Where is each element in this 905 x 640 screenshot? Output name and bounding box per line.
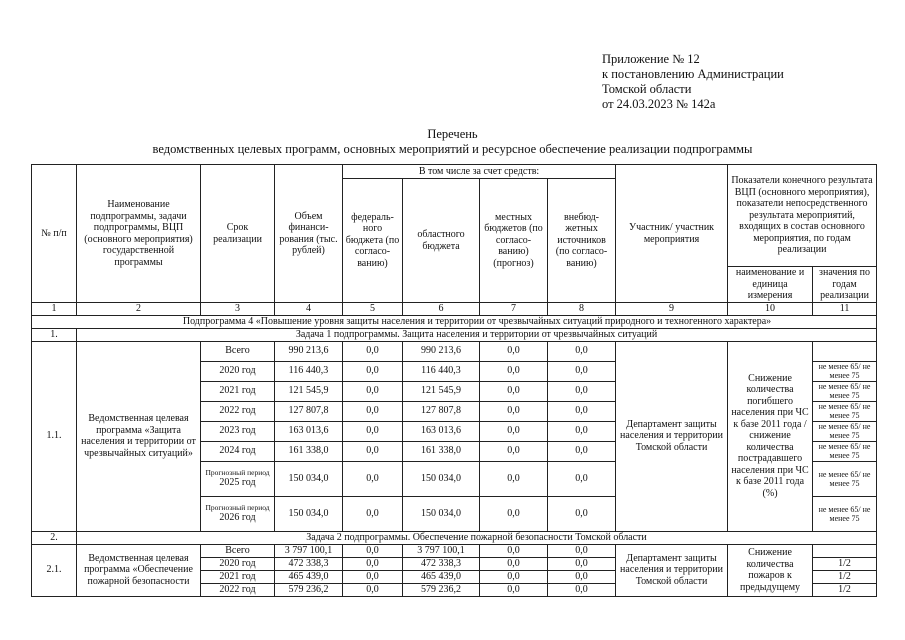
term-year: 2025 год: [219, 477, 256, 488]
indicator-value-cell: не менее 65/ не менее 75: [813, 421, 877, 441]
local-cell: 0,0: [480, 557, 548, 570]
col-number: 3: [201, 303, 275, 316]
program-name: Ведомственная целевая программа «Обеспечение пожарной безопасности: [77, 544, 201, 596]
term-cell: Всего: [201, 341, 275, 361]
indicator-value-cell: не менее 65/ не менее 75: [813, 401, 877, 421]
local-cell: 0,0: [480, 361, 548, 381]
volume-cell: 163 013,6: [275, 421, 343, 441]
indicator-value-cell: не менее 65/ не менее 75: [813, 496, 877, 531]
appendix-resolution: к постановлению Администрации: [602, 67, 784, 81]
regional-cell: 3 797 100,1: [403, 544, 480, 557]
col-header-extra: внебюд-жетных источников (по согласо-ванию): [548, 179, 616, 303]
federal-cell: 0,0: [343, 421, 403, 441]
regional-cell: 150 034,0: [403, 496, 480, 531]
volume-cell: 579 236,2: [275, 583, 343, 596]
local-cell: 0,0: [480, 421, 548, 441]
regional-cell: 127 807,8: [403, 401, 480, 421]
col-header-including: В том числе за счет средств:: [343, 165, 616, 179]
indicator-value-cell: 1/2: [813, 570, 877, 583]
extra-cell: 0,0: [548, 583, 616, 596]
col-header-volume: Объем финанси-рования (тыс. рублей): [275, 165, 343, 303]
extra-cell: 0,0: [548, 421, 616, 441]
term-cell: Всего: [201, 544, 275, 557]
forecast-period-label: Прогнозный период: [205, 467, 270, 477]
regional-cell: 121 545,9: [403, 381, 480, 401]
participant-cell: Департамент защиты населения и территории Томской области: [616, 544, 728, 596]
federal-cell: 0,0: [343, 496, 403, 531]
federal-cell: 0,0: [343, 361, 403, 381]
col-number: 8: [548, 303, 616, 316]
volume-cell: 121 545,9: [275, 381, 343, 401]
column-number-row: [32, 303, 877, 316]
extra-cell: 0,0: [548, 361, 616, 381]
regional-cell: 163 013,6: [403, 421, 480, 441]
forecast-period-label: Прогнозный период: [205, 502, 270, 512]
program-number: 1.1.: [32, 341, 77, 531]
indicator-value-cell: не менее 65/ не менее 75: [813, 461, 877, 496]
regional-cell: 161 338,0: [403, 441, 480, 461]
col-header-num: № п/п: [32, 165, 77, 303]
program-name: Ведомственная целевая программа «Защита населения и территории от чрезвычайных ситуаций»: [77, 341, 201, 531]
programs-table: [31, 164, 877, 597]
regional-cell: 150 034,0: [403, 461, 480, 496]
federal-cell: 0,0: [343, 441, 403, 461]
volume-cell: 116 440,3: [275, 361, 343, 381]
term-cell: 2022 год: [201, 583, 275, 596]
volume-cell: 150 034,0: [275, 496, 343, 531]
indicator-value-cell: не менее 65/ не менее 75: [813, 441, 877, 461]
indicator-name-cell: Снижение количества погибшего населения при ЧС к базе 2011 года / снижение количества пострадавшего населения при ЧС к базе 2011 года (%): [728, 341, 813, 531]
col-number: 10: [728, 303, 813, 316]
volume-cell: 465 439,0: [275, 570, 343, 583]
col-header-federal: федераль-ного бюджета (по согласо-ванию): [343, 179, 403, 303]
col-number: 6: [403, 303, 480, 316]
extra-cell: 0,0: [548, 441, 616, 461]
col-header-indicators: Показатели конечного результата ВЦП (основного мероприятия), показатели непосредственного результата мероприятий, входящих в состав основного мероприятия, по годам реализации: [728, 165, 877, 267]
subprogram-row: Подпрограмма 4 «Повышение уровня защиты населения и территории от чрезвычайных ситуаций природного и техногенного характера»: [32, 315, 877, 328]
appendix-region: Томской области: [602, 82, 692, 96]
extra-cell: 0,0: [548, 496, 616, 531]
local-cell: 0,0: [480, 401, 548, 421]
local-cell: 0,0: [480, 441, 548, 461]
regional-cell: 990 213,6: [403, 341, 480, 361]
term-cell: 2021 год: [201, 570, 275, 583]
extra-cell: 0,0: [548, 461, 616, 496]
local-cell: 0,0: [480, 570, 548, 583]
volume-cell: 127 807,8: [275, 401, 343, 421]
appendix-number: Приложение № 12: [602, 52, 700, 66]
document-title: Перечень: [427, 127, 478, 141]
indicator-value-cell: 1/2: [813, 557, 877, 570]
table-row: [32, 544, 877, 557]
indicator-value-cell: 1/2: [813, 583, 877, 596]
local-cell: 0,0: [480, 496, 548, 531]
federal-cell: 0,0: [343, 544, 403, 557]
volume-cell: 990 213,6: [275, 341, 343, 361]
local-cell: 0,0: [480, 341, 548, 361]
volume-cell: 150 034,0: [275, 461, 343, 496]
appendix-date: от 24.03.2023 № 142а: [602, 97, 716, 111]
document-subtitle: ведомственных целевых программ, основных мероприятий и ресурсное обеспечение реализации подпрограммы: [152, 142, 753, 156]
federal-cell: 0,0: [343, 570, 403, 583]
indicator-value-cell: не менее 65/ не менее 75: [813, 361, 877, 381]
regional-cell: 465 439,0: [403, 570, 480, 583]
col-number: 9: [616, 303, 728, 316]
indicator-value-cell: не менее 65/ не менее 75: [813, 381, 877, 401]
col-number: 1: [32, 303, 77, 316]
federal-cell: 0,0: [343, 461, 403, 496]
program-number: 2.1.: [32, 544, 77, 596]
col-header-participant: Участник/ участник мероприятия: [616, 165, 728, 303]
col-number: 5: [343, 303, 403, 316]
local-cell: 0,0: [480, 381, 548, 401]
indicator-value-cell: [813, 341, 877, 361]
col-number: 11: [813, 303, 877, 316]
extra-cell: 0,0: [548, 381, 616, 401]
col-header-indicator-values: значения по годам реализации: [813, 267, 877, 303]
term-cell: 2020 год: [201, 361, 275, 381]
col-number: 2: [77, 303, 201, 316]
term-cell: 2022 год: [201, 401, 275, 421]
extra-cell: 0,0: [548, 341, 616, 361]
term-cell: 2020 год: [201, 557, 275, 570]
regional-cell: 579 236,2: [403, 583, 480, 596]
term-year: 2026 год: [219, 512, 256, 523]
term-cell: 2023 год: [201, 421, 275, 441]
term-cell: 2021 год: [201, 381, 275, 401]
local-cell: 0,0: [480, 544, 548, 557]
col-header-regional: областного бюджета: [403, 179, 480, 303]
local-cell: 0,0: [480, 461, 548, 496]
table-row: [32, 341, 877, 361]
col-header-term: Срок реализации: [201, 165, 275, 303]
indicator-name-cell: Снижение количества пожаров к предыдущему: [728, 544, 813, 596]
task-row: Задача 1 подпрограммы. Защита населения и территории от чрезвычайных ситуаций: [77, 328, 877, 341]
federal-cell: 0,0: [343, 381, 403, 401]
federal-cell: 0,0: [343, 341, 403, 361]
task-number: 2.: [32, 531, 77, 544]
term-cell: [201, 496, 275, 531]
col-number: 7: [480, 303, 548, 316]
task-row: Задача 2 подпрограммы. Обеспечение пожарной безопасности Томской области: [77, 531, 877, 544]
participant-cell: Департамент защиты населения и территории Томской области: [616, 341, 728, 531]
col-header-indicator-name: наименование и единица измерения: [728, 267, 813, 303]
term-cell: 2024 год: [201, 441, 275, 461]
volume-cell: 3 797 100,1: [275, 544, 343, 557]
term-cell: [201, 461, 275, 496]
extra-cell: 0,0: [548, 570, 616, 583]
task-number: 1.: [32, 328, 77, 341]
extra-cell: 0,0: [548, 557, 616, 570]
federal-cell: 0,0: [343, 557, 403, 570]
volume-cell: 161 338,0: [275, 441, 343, 461]
regional-cell: 472 338,3: [403, 557, 480, 570]
appendix-header: [602, 52, 784, 112]
col-header-local: местных бюджетов (по согласо-ванию) (прогноз): [480, 179, 548, 303]
col-number: 4: [275, 303, 343, 316]
indicator-value-cell: [813, 544, 877, 557]
extra-cell: 0,0: [548, 401, 616, 421]
federal-cell: 0,0: [343, 583, 403, 596]
federal-cell: 0,0: [343, 401, 403, 421]
extra-cell: 0,0: [548, 544, 616, 557]
volume-cell: 472 338,3: [275, 557, 343, 570]
regional-cell: 116 440,3: [403, 361, 480, 381]
col-header-name: Наименование подпрограммы, задачи подпрограммы, ВЦП (основного мероприятия) государственной программы: [77, 165, 201, 303]
local-cell: 0,0: [480, 583, 548, 596]
